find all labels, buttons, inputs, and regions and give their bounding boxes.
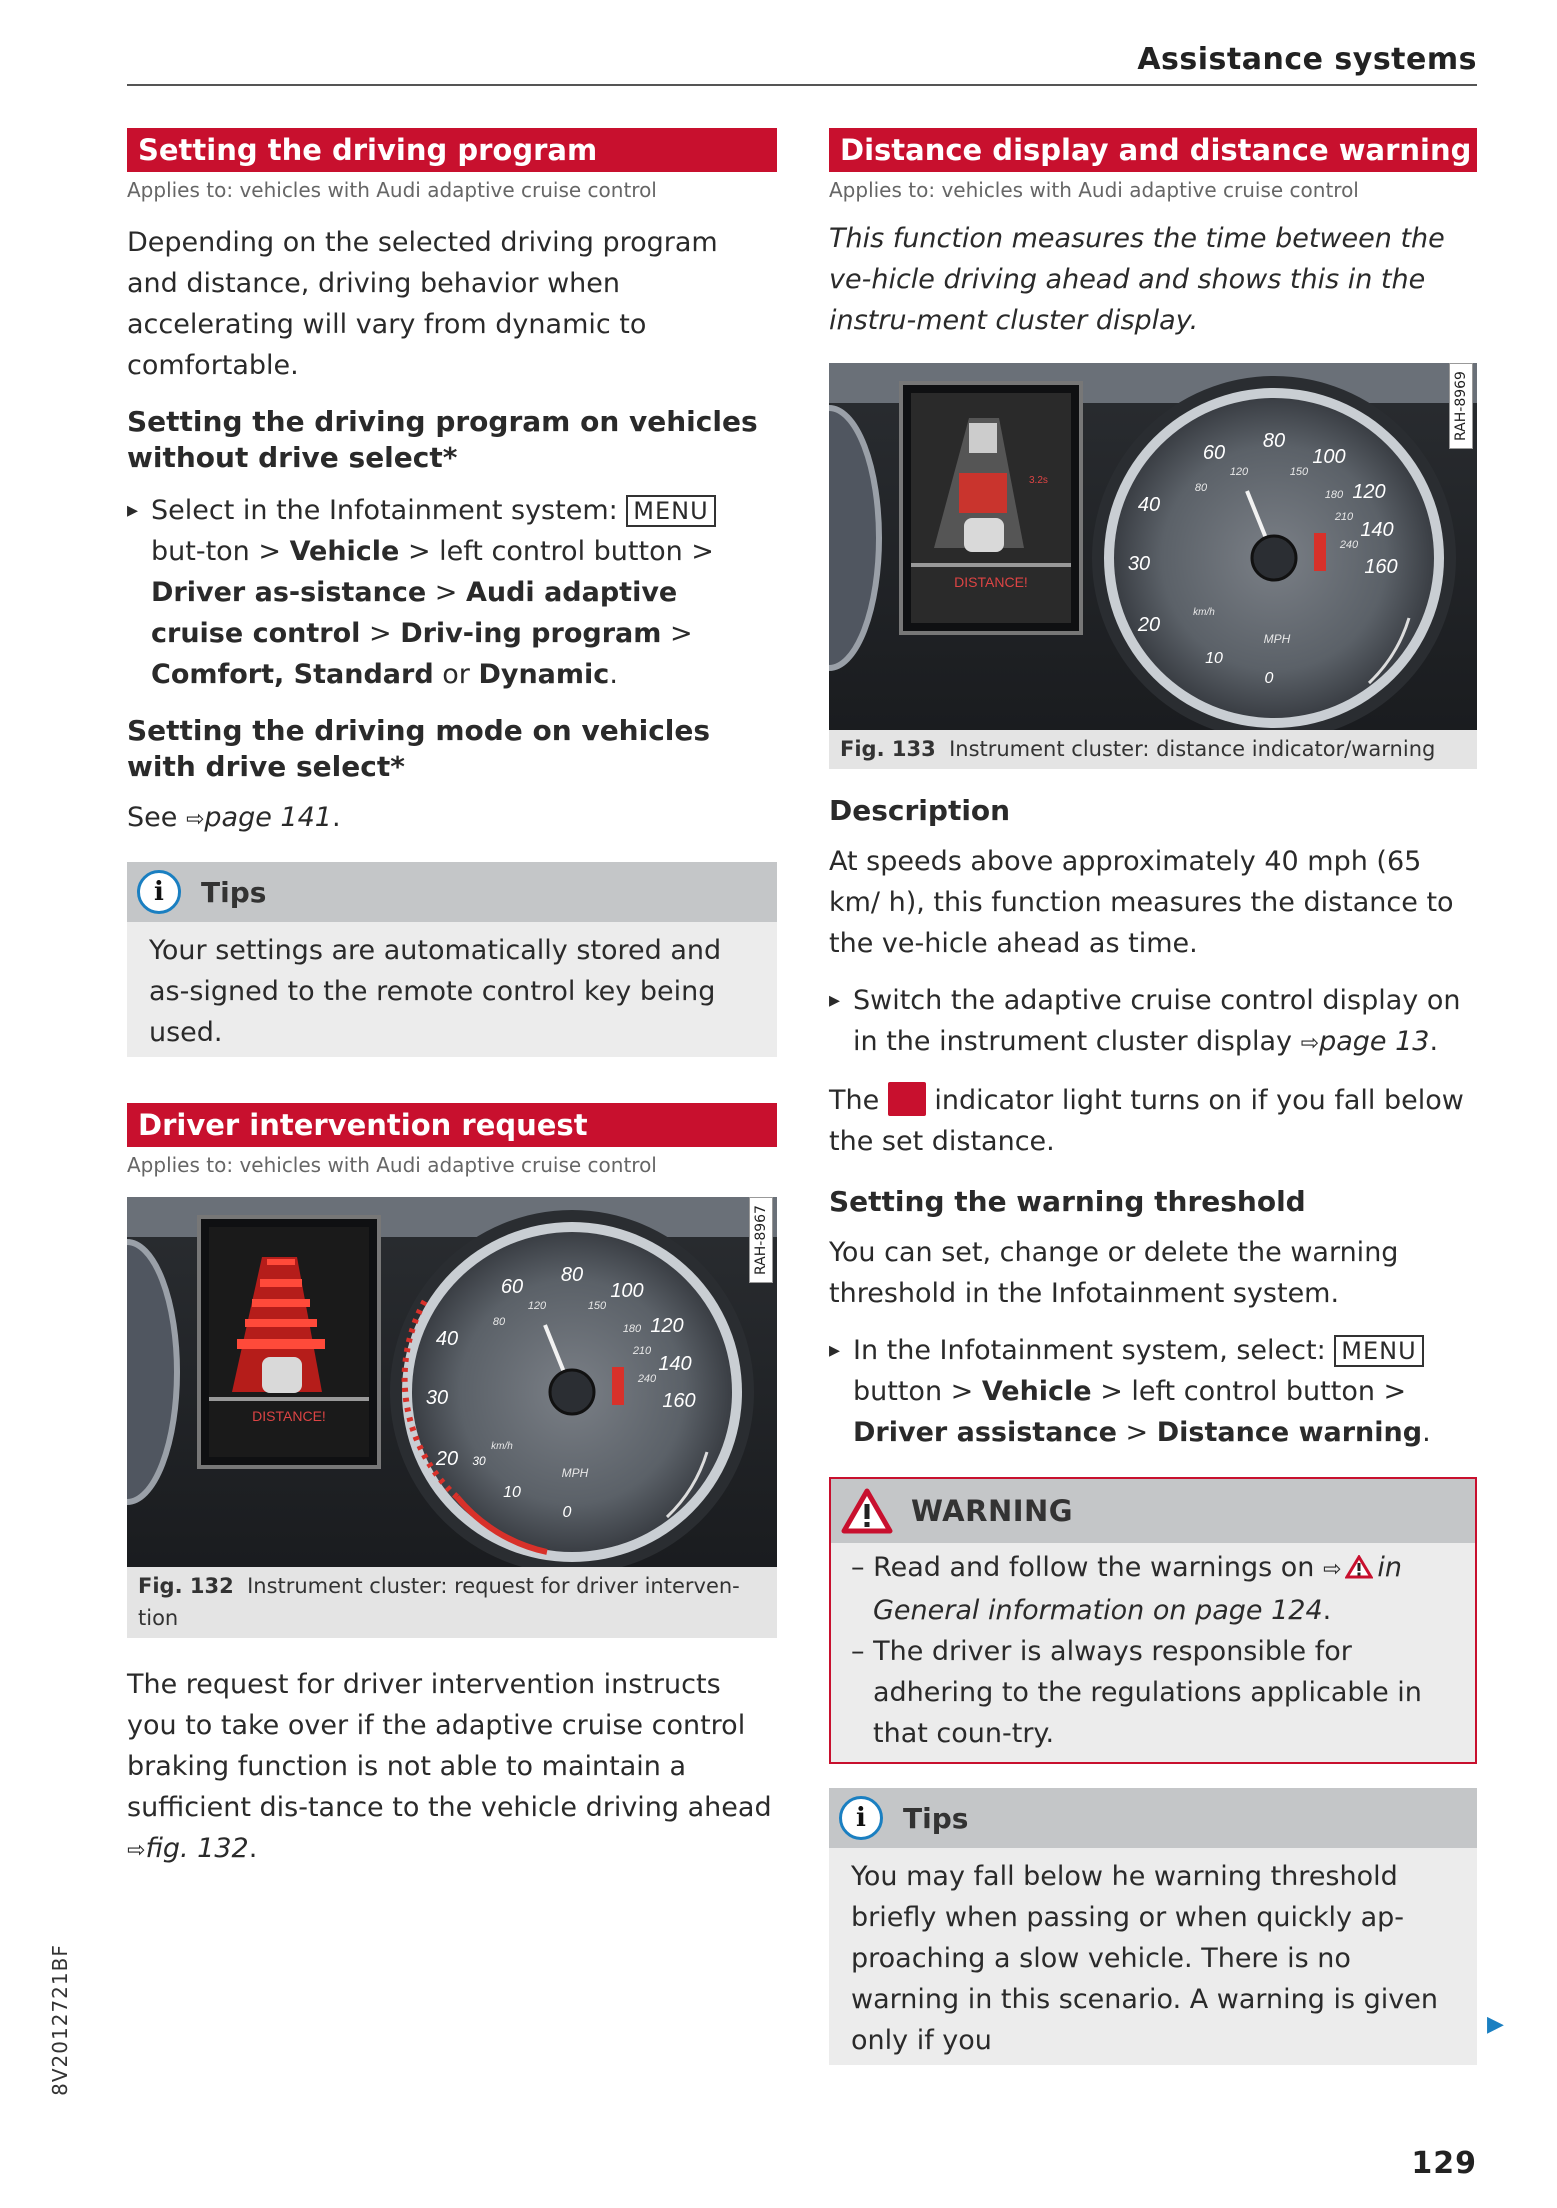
tips-title: Tips [201,875,267,909]
see-reference [127,797,777,840]
gauge-label: 30 [425,1387,449,1409]
step-text: Switch the adaptive cruise control display on in the instrument cluster display [853,985,1461,1057]
warning-item [849,1547,1457,1631]
intervention-body: . [248,1833,258,1864]
screen-value: 3.2s [1029,475,1048,486]
page-link[interactable]: page 13 [1319,1026,1430,1057]
warning-title: WARNING [911,1494,1074,1528]
gauge-unit: km/h [491,1441,513,1452]
step-bold: Distance warning [1156,1417,1423,1448]
step-bold: Comfort, Standard [151,659,434,690]
gauge-inner-label: 180 [622,1323,642,1335]
gauge-inner-label: 240 [637,1373,657,1385]
step-bold: Vehicle [289,536,400,567]
gauge-inner-label: 150 [1289,466,1309,478]
description-step [829,980,1477,1064]
distance-warning-light-icon [888,1082,926,1116]
arrow-right-icon: ⇨ [185,807,205,832]
document-code: 8V2012721BF [48,1944,72,2096]
figure-label: Fig. 133 [840,737,936,761]
left-column [127,128,777,1871]
indicator-text-part: indicator light turns on if you fall below the set distance. [829,1085,1464,1157]
menu-key: MENU [626,495,715,527]
step-text: . [1429,1026,1439,1057]
figure-id [749,1197,773,1283]
gauge-label: 60 [1202,442,1226,464]
gauge-label: 160 [1364,556,1398,578]
gauge-inner-label: 80 [492,1316,506,1328]
figure-132-caption [127,1567,777,1638]
info-icon: i [137,870,181,914]
gauge-inner-label: 210 [1334,511,1354,523]
figure-caption-text: Instrument cluster: request for driver interven-tion [138,1574,740,1630]
gauge-label: 120 [650,1315,684,1337]
figure-133-caption [829,730,1477,769]
step-bold: Dynamic [478,659,610,690]
intervention-body: The request for driver intervention instructs you to take over if the adaptive cruise control braking function is not able to maintain a sufficient dis-tance to the vehicle driving ahead [127,1669,772,1823]
see-text: . [331,802,341,833]
instrument-cluster-illustration [829,363,1477,730]
gauge-unit: MPH [1263,632,1291,646]
figure-133 [829,363,1477,730]
figure-label: Fig. 132 [138,1574,234,1598]
gauge-label: 20 [1137,614,1161,636]
distance-section-title: Distance display and distance warning [829,128,1477,172]
gauge-inner-label: 120 [1229,466,1249,478]
description-heading: Description [829,794,1011,827]
gauge-label: 10 [503,1484,521,1501]
tips-box [829,1788,1477,2065]
screen-label: DISTANCE! [252,1408,326,1424]
step-bold: Vehicle [981,1376,1092,1407]
step-bold: Audi adaptive cruise control [151,577,678,649]
figure-id [1449,363,1473,449]
gauge-label: 140 [658,1353,692,1375]
gauge-label: 140 [1360,519,1394,541]
gauge-label: 120 [1352,481,1386,503]
section-title: Assistance systems [1137,42,1477,77]
gauge-inner-label: 240 [1339,539,1359,551]
instrument-cluster-illustration [127,1197,777,1567]
page-number: 129 [1411,2146,1477,2181]
gauge-inner-label: 120 [527,1300,547,1312]
warning-triangle-icon [1345,1555,1373,1579]
intervention-section-title: Driver intervention request [127,1103,777,1147]
indicator-text [829,1080,1477,1162]
gauge-label: 10 [1205,650,1223,667]
tips-text: Your settings are automatically stored and as-signed to the remote control key being used. [149,935,722,1048]
indicator-text-part: The [829,1085,888,1116]
figure-caption-text: Instrument cluster: distance indicator/warning [949,737,1436,761]
figure-link[interactable]: fig. 132 [145,1833,249,1864]
threshold-heading: Setting the warning threshold [829,1185,1306,1218]
description-text: At speeds above approximately 40 mph (65 km/ h), this function measures the distance to the ve-hicle ahead as time. [829,846,1454,959]
program-applies: Applies to: vehicles with Audi adaptive cruise control [127,178,657,202]
distance-intro: This function measures the time between the ve-hicle driving ahead and shows this in the instru-ment cluster display. [829,223,1445,336]
program-intro: Depending on the selected driving program and distance, driving behavior when accelerating will vary from dynamic to comfortable. [127,227,718,381]
gauge-unit: MPH [561,1466,589,1480]
program-section-title: Setting the driving program [127,128,777,172]
gauge-label: 0 [1264,670,1274,687]
info-icon: i [839,1796,883,1840]
see-text: See [127,802,186,833]
gauge-label: 0 [562,1504,572,1521]
step-text: In the Infotainment system, select: [853,1335,1335,1366]
gauge-label: 100 [610,1280,644,1302]
step-text: but-ton > [151,536,290,567]
step-text: . [1422,1417,1431,1448]
step-text: > [661,618,693,649]
gauge-label: 60 [500,1276,524,1298]
warning-text: – Read and follow the warnings on [851,1552,1323,1583]
intervention-text [127,1664,777,1871]
warning-text: . [1322,1595,1332,1626]
step-text: button > [853,1376,982,1407]
tips-header [829,1788,1477,1848]
gauge-inner-label: 210 [632,1345,652,1357]
screen-label: DISTANCE! [954,574,1028,590]
gauge-inner-label: 80 [1194,482,1208,494]
threshold-step [829,1330,1477,1453]
distance-applies: Applies to: vehicles with Audi adaptive cruise control [829,178,1359,202]
header-rule [127,84,1477,86]
gauge-label: 40 [1137,494,1161,516]
gauge-label: 100 [1312,446,1346,468]
right-column [829,128,1477,2065]
gauge-inner-label: 150 [587,1300,607,1312]
gauge-label: 40 [435,1328,459,1350]
gauge-unit: km/h [1193,607,1215,618]
tips-text: You may fall below he warning threshold briefly when passing or when quickly ap-proaching a slow vehicle. There is no warning in this scenario. A warning is given only if you [851,1861,1438,2056]
step-text: > left control button > [1091,1376,1407,1407]
threshold-text: You can set, change or delete the warning threshold in the Infotainment system. [829,1237,1399,1309]
tips-header [127,862,777,922]
intervention-applies: Applies to: vehicles with Audi adaptive cruise control [127,1153,657,1177]
program-sub1: Setting the driving program on vehicles without drive select* [127,405,758,474]
step-bold: Driver as-sistance [151,577,427,608]
warning-triangle-icon [841,1488,893,1534]
step-bold: Driver assistance [853,1417,1117,1448]
arrow-right-icon: ⇨ [1300,1031,1320,1056]
warning-box [829,1477,1477,1764]
program-step [127,490,777,695]
gauge-label: 30 [472,1454,486,1468]
gauge-label: 30 [1127,553,1151,575]
figure-id-text: RAH-8967 [753,1205,769,1275]
gauge-label: 20 [435,1448,459,1470]
gauge-label: 80 [1262,430,1286,452]
figure-132 [127,1197,777,1567]
continue-arrow-icon: ▶ [1487,2012,1504,2037]
warning-body [831,1543,1475,1762]
step-text: > [1116,1417,1157,1448]
tips-title: Tips [903,1801,969,1835]
menu-key: MENU [1334,1335,1423,1367]
page-link[interactable]: in General information on page 124 [873,1552,1403,1626]
program-sub2: Setting the driving mode on vehicles with drive select* [127,714,711,783]
warning-item: – The driver is always responsible for adhering to the regulations applicable in that coun-try. [851,1636,1422,1749]
gauge-label: 160 [662,1390,696,1412]
arrow-right-icon: ⇨ [127,1838,146,1863]
step-text: > left control button > [399,536,714,567]
step-text: > [426,577,466,608]
step-text: > [360,618,401,649]
page-link[interactable]: page 141 [204,802,332,833]
gauge-inner-label: 180 [1324,489,1344,501]
arrow-right-icon: ⇨ [1322,1557,1342,1582]
figure-id-text: RAH-8969 [1453,371,1469,441]
tips-box [127,862,777,1057]
gauge-label: 80 [560,1264,584,1286]
step-bold: Driv-ing program [400,618,662,649]
warning-header [831,1479,1475,1543]
step-text: . [609,659,618,690]
step-text: Select in the Infotainment system: [151,495,627,526]
step-text: or [433,659,479,690]
